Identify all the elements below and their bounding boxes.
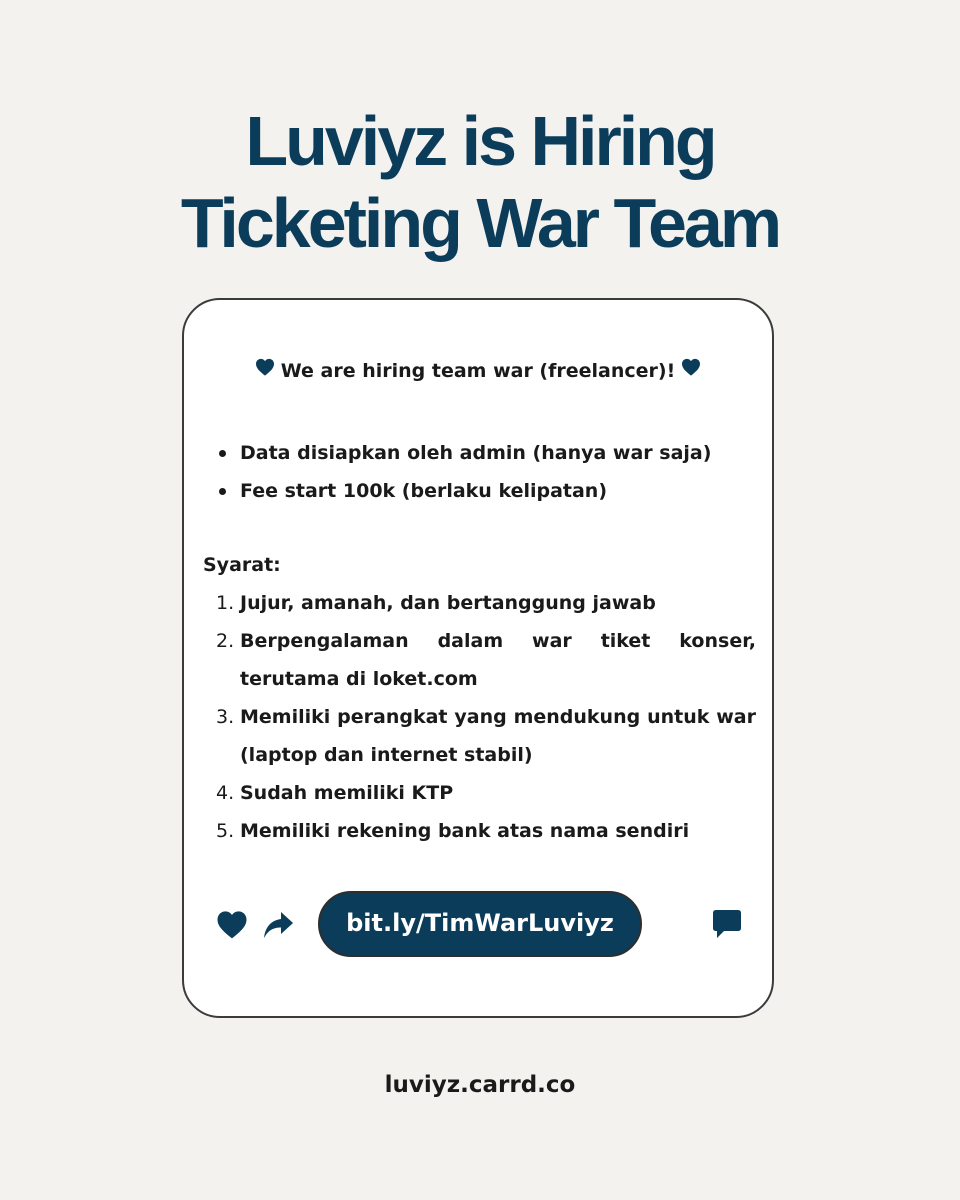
headline-line-2: Ticketing War Team: [180, 184, 780, 262]
share-icon[interactable]: [262, 910, 294, 944]
headline-line-1: Luviyz is Hiring: [245, 102, 715, 180]
list-text: Sudah memiliki KTP: [240, 782, 454, 804]
list-number: 4.: [216, 782, 235, 804]
page-headline: [0, 100, 960, 264]
list-item: [216, 622, 756, 698]
list-number: 2.: [216, 630, 235, 652]
benefit-list: [216, 434, 711, 510]
list-number: 1.: [216, 592, 235, 614]
list-number: 5.: [216, 820, 235, 842]
list-text: Memiliki rekening bank atas nama sendiri: [240, 820, 690, 842]
post-card: [182, 298, 774, 1018]
requirements-label: Syarat:: [203, 554, 281, 576]
list-text: Berpengalaman dalam war tiket konser, terutama di loket.com: [240, 630, 756, 690]
intro-line: [184, 360, 772, 383]
requirements-list: [216, 584, 756, 850]
list-item: Data disiapkan oleh admin (hanya war saja): [216, 434, 711, 472]
list-item: Fee start 100k (berlaku kelipatan): [216, 472, 711, 510]
list-item: [216, 812, 756, 850]
list-item: [216, 584, 756, 622]
intro-text: We are hiring team war (freelancer)!: [280, 360, 676, 382]
list-item: [216, 698, 756, 774]
heart-icon: [681, 358, 701, 381]
list-item: [216, 774, 756, 812]
short-link-button[interactable]: bit.ly/TimWarLuviyz: [318, 891, 642, 957]
heart-icon: [255, 358, 275, 381]
list-text: Memiliki perangkat yang mendukung untuk war (laptop dan internet stabil): [240, 706, 756, 766]
heart-icon[interactable]: [216, 910, 248, 943]
footer-url[interactable]: luviyz.carrd.co: [384, 1072, 576, 1098]
list-text: Jujur, amanah, dan bertanggung jawab: [240, 592, 656, 614]
comment-icon[interactable]: [711, 908, 743, 944]
list-number: 3.: [216, 706, 235, 728]
